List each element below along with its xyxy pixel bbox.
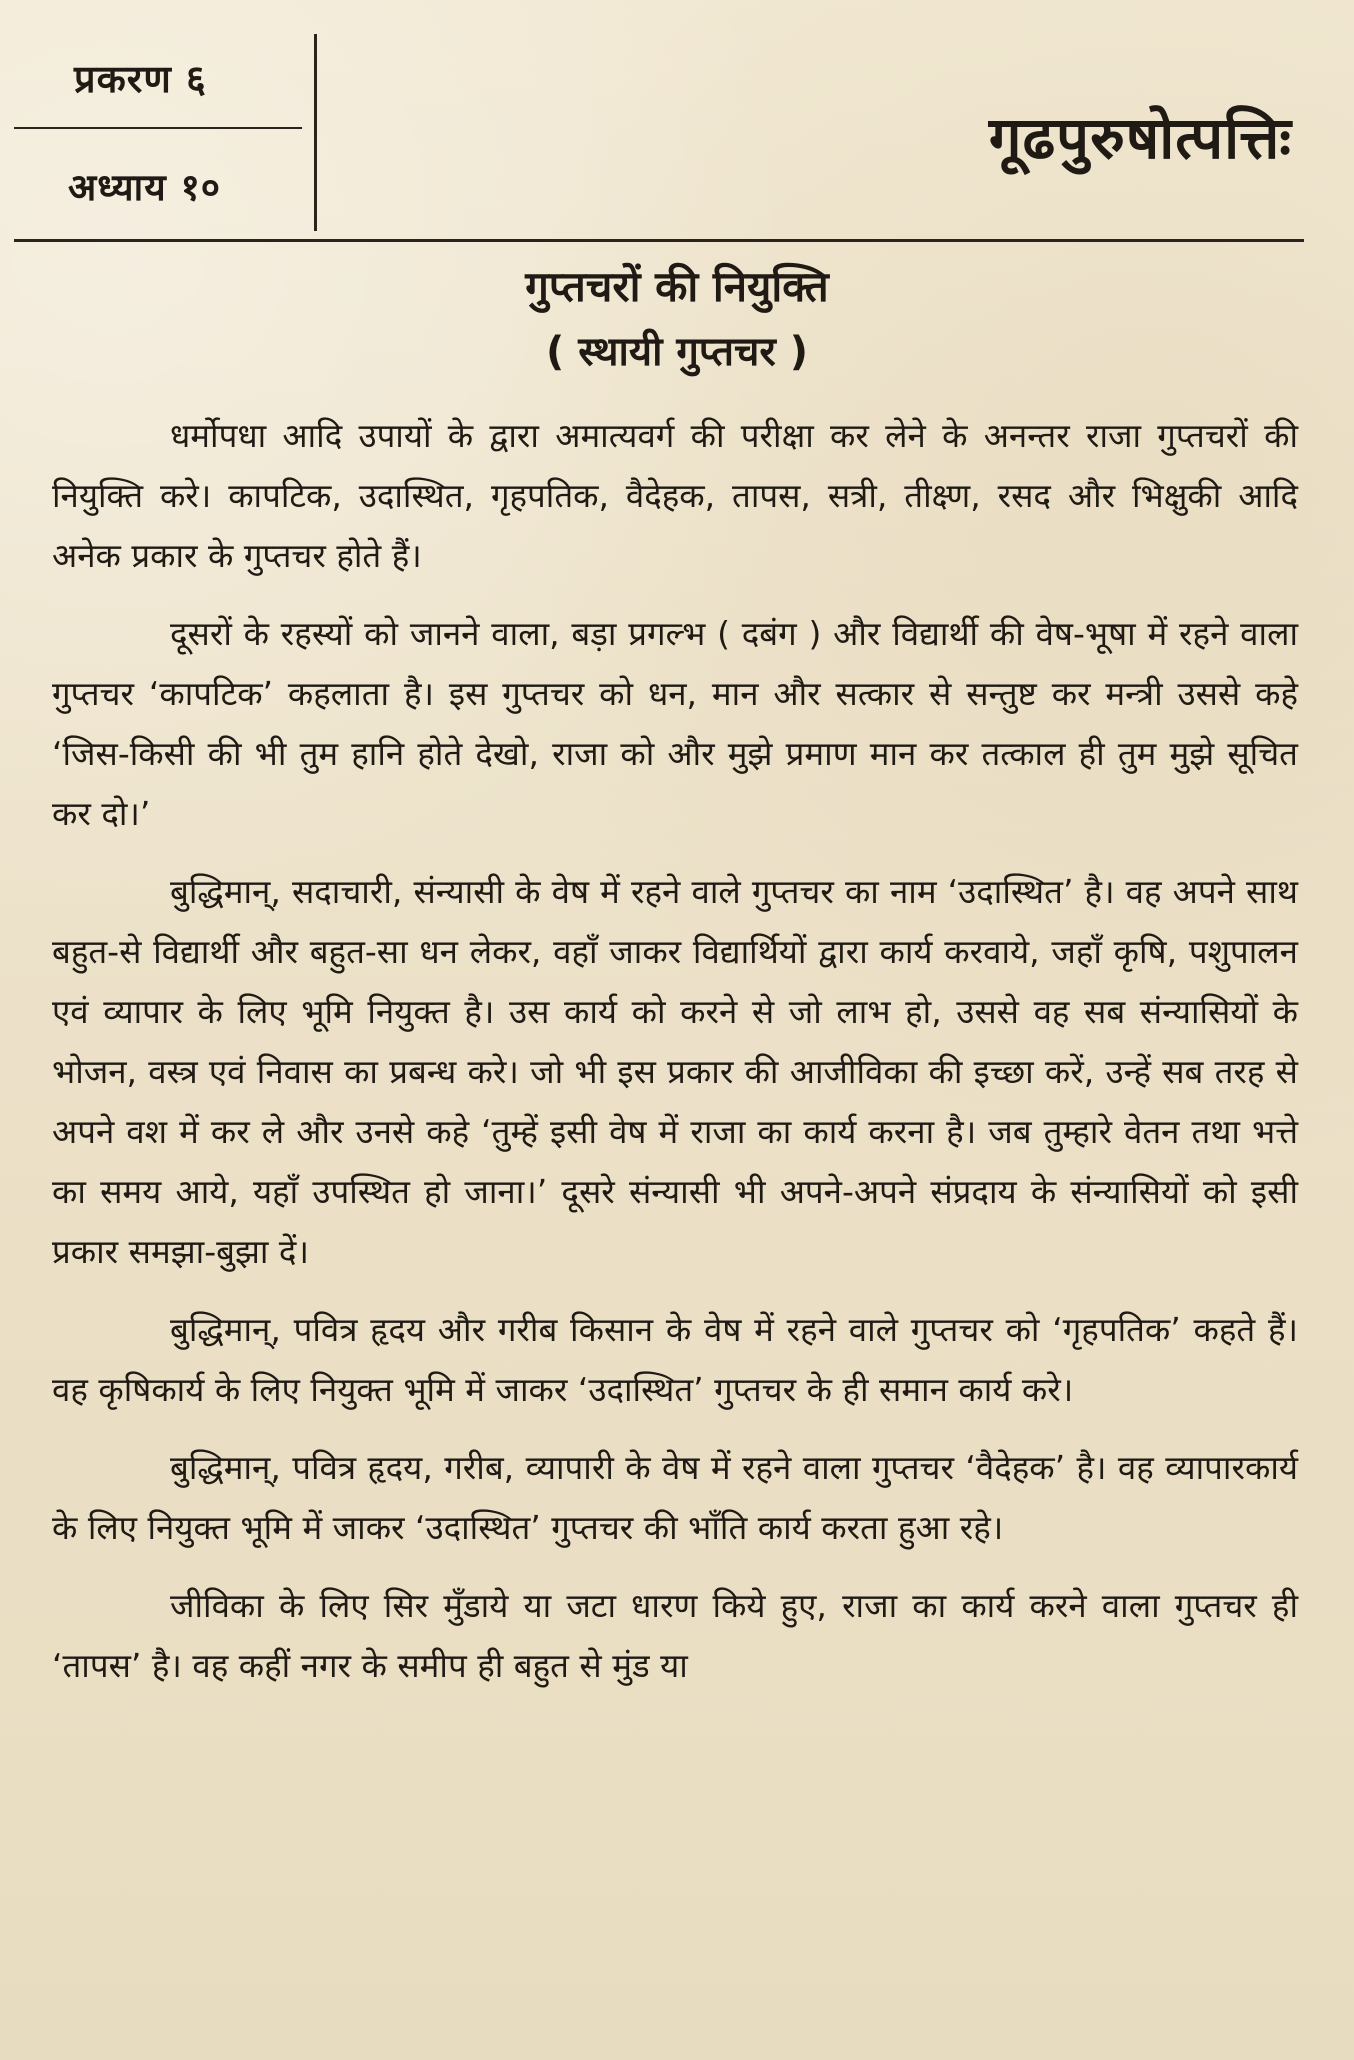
section-headings bbox=[0, 258, 1354, 382]
paragraph-5: बुद्धिमान्, पवित्र हृदय, गरीब, व्यापारी के वेष में रहने वाला गुप्तचर ‘वैदेहक’ है। वह व्यापारकार्य के लिए नियुक्त भूमि में जाकर ‘उदास्थित’ गुप्तचर की भाँति कार्य करता हुआ रहे। bbox=[52, 1448, 1298, 1547]
document-body bbox=[52, 406, 1298, 1696]
header-left-divider bbox=[14, 127, 302, 129]
paragraph-6: जीविका के लिए सिर मुँडाये या जटा धारण किये हुए, राजा का कार्य करने वाला गुप्तचर ही ‘तापस’ है। वह कहीं नगर के समीप ही बहुत से मुंड या bbox=[52, 1586, 1298, 1685]
paragraph-1: धर्मोपधा आदि उपायों के द्वारा अमात्यवर्ग की परीक्षा कर लेने के अनन्तर राजा गुप्तचरों की नियुक्ति करे। कापटिक, उदास्थित, गृहपतिक, वैदेहक, तापस, सत्री, तीक्ष्ण, रसद और भिक्षुकी आदि अनेक प्रकार के गुप्तचर होते हैं। bbox=[52, 416, 1298, 575]
header-rule bbox=[14, 239, 1304, 242]
paragraph-4: बुद्धिमान्, पवित्र हृदय और गरीब किसान के वेष में रहने वाले गुप्तचर को ‘गृहपतिक’ कहते हैं। वह कृषिकार्य के लिए नियुक्त भूमि में जाकर ‘उदास्थित’ गुप्तचर के ही समान कार्य करे। bbox=[52, 1310, 1298, 1409]
paragraph-3: बुद्धिमान्, सदाचारी, संन्यासी के वेष में रहने वाले गुप्तचर का नाम ‘उदास्थित’ है। वह अपने साथ बहुत-से विद्यार्थी और बहुत-सा धन लेकर, वहाँ जाकर विद्यार्थियों द्वारा कार्य करवाये, जहाँ कृषि, पशुपालन एवं व्यापार के लिए भूमि नियुक्त है। उस कार्य को करने से जो लाभ हो, उससे वह सब संन्यासियों के भोजन, वस्त्र एवं निवास का प्रबन्ध करे। जो भी इस प्रकार की आजीविका की इच्छा करें, उन्हें सब तरह से अपने वश में कर ले और उनसे कहे ‘तुम्हें इसी वेष में राजा का कार्य करना है। जब तुम्हारे वेतन तथा भत्ते का समय आये, यहाँ उपस्थित हो जाना।’ दूसरे संन्यासी भी अपने-अपने संप्रदाय के संन्यासियों को इसी प्रकार समझा-बुझा दें। bbox=[52, 872, 1298, 1271]
prakaran-label: प्रकरण ६ bbox=[74, 57, 207, 101]
section-subheading: ( स्थायी गुप्तचर ) bbox=[546, 329, 808, 375]
paragraph-2: दूसरों के रहस्यों को जानने वाला, बड़ा प्रगल्भ ( दबंग ) और विद्यार्थी की वेष-भूषा में रहने वाला गुप्तचर ‘कापटिक’ कहलाता है। इस गुप्तचर को धन, मान और सत्कार से सन्तुष्ट कर मन्त्री उससे कहे ‘जिस-किसी की भी तुम हानि होते देखो, राजा को और मुझे प्रमाण मान कर तत्काल ही तुम मुझे सूचित कर दो।’ bbox=[52, 614, 1298, 833]
adhyay-label: अध्याय १० bbox=[68, 166, 222, 209]
header-vertical-divider bbox=[314, 34, 317, 231]
page-header bbox=[14, 0, 1304, 246]
section-heading: गुप्तचरों की नियुक्ति bbox=[525, 262, 829, 311]
chapter-title: गूढपुरुषोत्पत्तिः bbox=[988, 104, 1292, 172]
